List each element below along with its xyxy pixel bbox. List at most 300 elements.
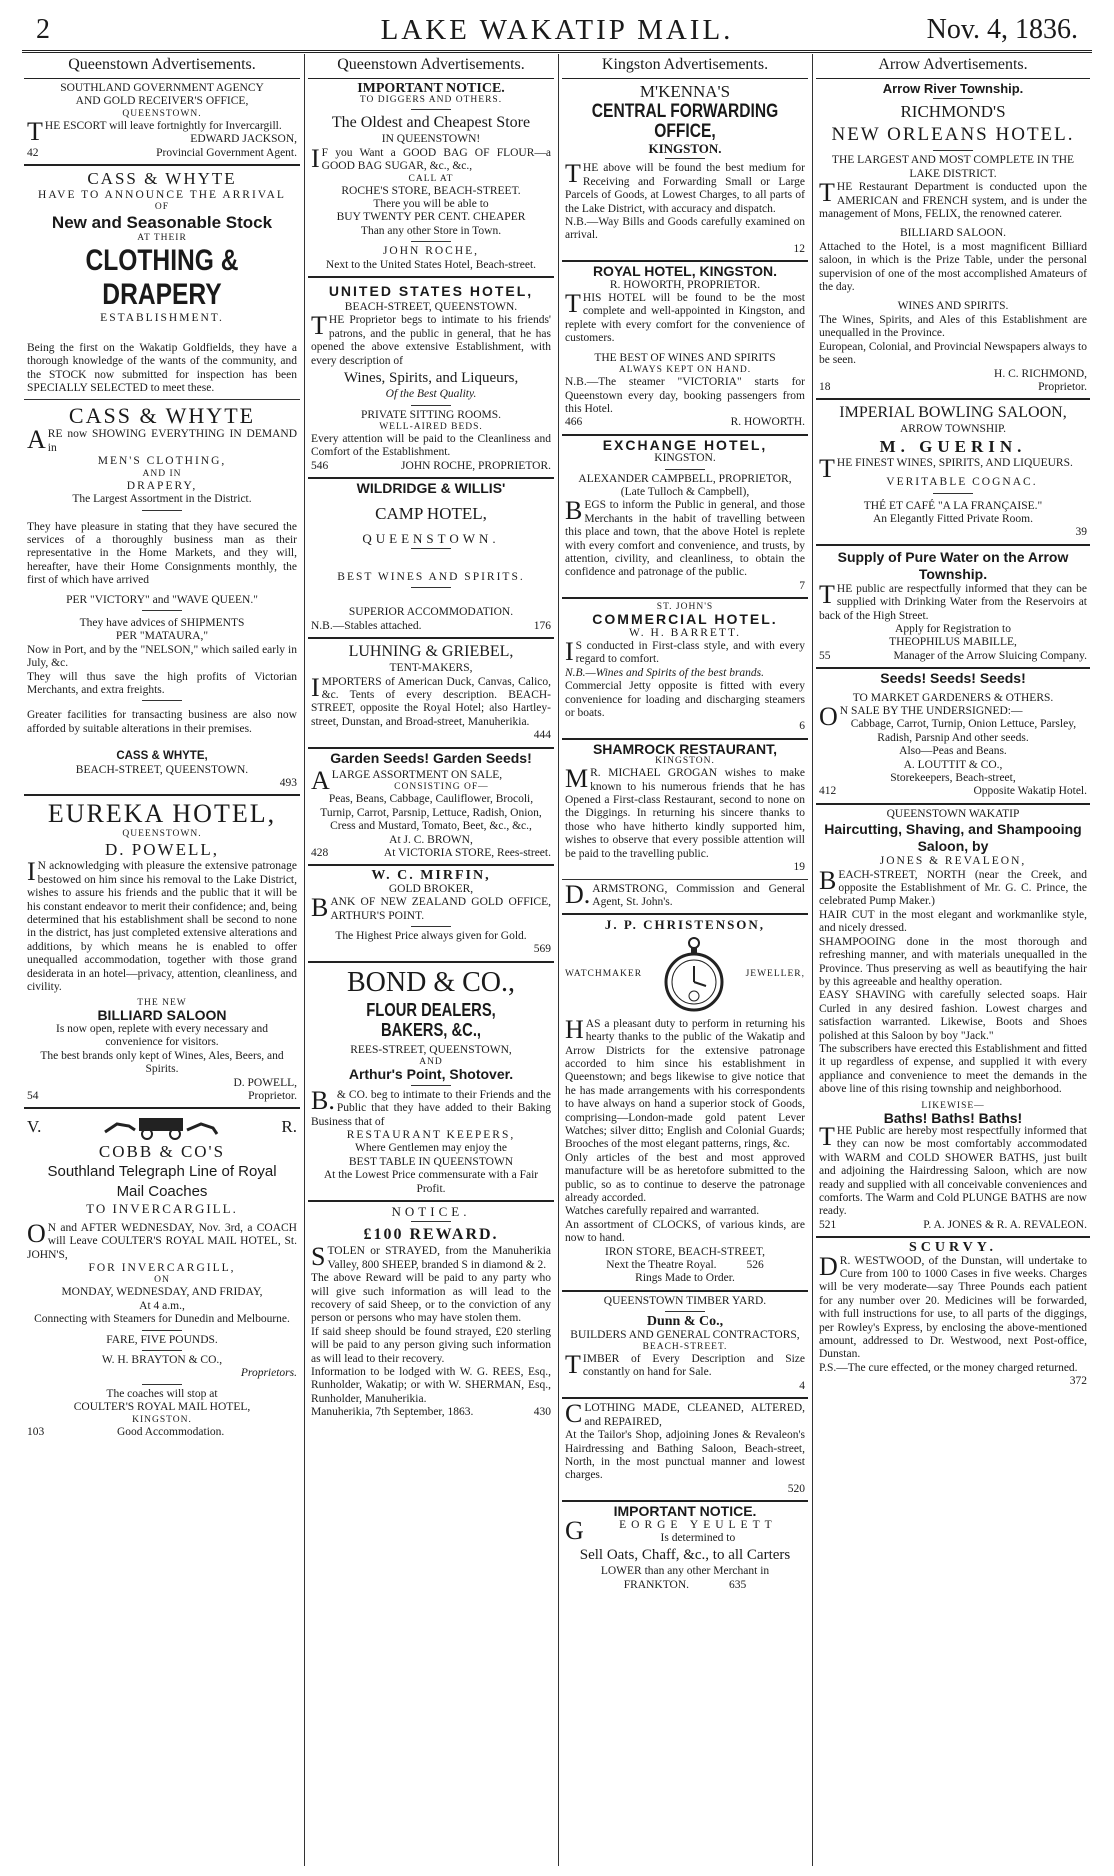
ad-text: CONSISTING OF— [394,782,489,793]
ad-text: FARE, FIVE POUNDS. [106,1333,218,1346]
ad-heading: LUHNING & GRIEBEL, [348,643,514,661]
ad-title: Proprietors. [240,1367,297,1380]
ad-subheading: IN QUEENSTOWN! [381,133,481,146]
column-queenstown-2 [308,54,554,1866]
ad-subheading: TO DIGGERS AND OTHERS. [359,95,503,106]
ad-heading: £100 REWARD. [363,1226,499,1244]
ad-heading: EXCHANGE HOTEL, [602,436,768,453]
ad-subheading: TO MARKET GARDENERS & OTHERS. [852,691,1054,704]
ad-text: Also—Peas and Beans. [899,745,1007,758]
ad-signature: R. HOWORTH. [730,416,805,429]
divider [411,1085,451,1086]
ad-body: ON and AFTER WEDNESDAY, Nov. 3rd, a COACH will Leave COULTER'S ROYAL MAIL HOTEL, St. JOHN'S, [27,1218,297,1261]
ad-text: AND IN [142,468,182,479]
ad-signature: A. LOUTTIT & CO., [903,758,1003,771]
ad-number: 18 [819,380,831,393]
ad-footer [27,1426,297,1439]
ad-number: 569 [533,943,551,956]
ad-text: Is determined to [660,1531,736,1544]
ad-tailor [562,1399,808,1502]
ad-heading: BILLIARD SALOON [97,1007,227,1024]
ad-heading: BOND & CO., [346,966,515,998]
ad-body: ALARGE ASSORTMENT ON SALE, [311,766,503,795]
ad-body: CLOTHING MADE, CLEANED, ALTERED, and REPAIRED, [565,1399,805,1429]
ad-number: 42 [27,146,39,159]
ad-heading: Haircutting, Shaving, and Shampooing Saloon, by [824,821,1082,855]
ad-text: Cabbage, Carrot, Turnip, Onion Lettuce, Parsley, Radish, Parsnip And other seeds. [850,718,1077,744]
ad-body: If said sheep should be found strayed, £20 sterling will be paid to any person giving such information as will lead to their recovery. [311,1325,551,1365]
ad-subheading: BILLIARD SALOON. [899,227,1007,240]
ad-heading: The Oldest and Cheapest Store [331,114,531,132]
ad-heading: COBB & CO'S [98,1142,226,1162]
ad-text: BEST WINES AND SPIRITS. [337,570,525,583]
ad-number: 54 [27,1089,39,1102]
ad-body: SHAMPOOING done in the most thorough and refreshing manner, and with materials unequalled in the Province. Thus preserving as well as beautifying the hair by this agreeable and healthy operation. [819,935,1087,988]
ad-title: Proprietor. [1038,380,1087,393]
ad-number: 4 [799,1379,805,1392]
ad-text: THÉ ET CAFÉ "A LA FRANÇAISE." [863,499,1043,512]
ad-subheading: BUILDERS AND GENERAL CONTRACTORS, [570,1328,800,1341]
ad-footer [565,1579,805,1592]
ad-scurvy [816,1238,1090,1392]
ad-body: THIS HOTEL will be found to be the most complete and well-appointed in Kingston, and replete with every comfort for the convenience of customers. [565,289,805,345]
divider [142,700,182,701]
ad-heading: Southland Telegraph Line of Royal [47,1163,277,1181]
ad-subheading: TENT-MAKERS, [389,662,473,675]
column-kingston [562,54,808,1866]
ad-number: 19 [793,861,805,874]
column-queenstown-1 [24,54,300,1866]
ad-text: LOWER than any other Merchant in [600,1565,770,1578]
ad-footer [565,416,805,429]
ad-body: IN acknowledging with pleasure the extensive patronage bestowed on him since his removal to the Lake District, wishes to assure his friends and the public that it will be his constant endeavor to merit their confidence; and, being determined that his establishment shall be second to none in the district, has just completed extensive alterations and additions, by which means he is enabled to offer unequalled accommodation, together with those grand desiderata in an hotel—privacy, attention, cleanliness, and civility. [27,857,297,994]
ad-heading: CASS & WHYTE [68,403,256,429]
ad-body: TIMBER of Every Description and Size constantly on hand for Sale. [565,1350,805,1380]
ad-text: WATCHMAKER [565,969,643,980]
ad-eureka-hotel [24,796,300,1109]
issue-date: Nov. 4, 1836. [926,14,1078,45]
column-header: Arrow Advertisements. [816,54,1090,79]
column-header: Kingston Advertisements. [562,54,808,79]
ad-text: Connecting with Steamers for Dunedin and Melbourne. [34,1313,290,1326]
ad-footer [819,785,1087,798]
ad-signature: EDWARD JACKSON, [190,133,297,146]
ad-luhning-griebel [308,639,554,748]
ad-body: Greater facilities for transacting business are also now afforded by suitable alterations in their premises. [27,709,297,735]
ad-number: 493 [279,777,297,789]
ad-body: THE public are respectfully informed that they can be supplied with Drinking Water from the Reservoirs at back of the High Street. [819,579,1087,622]
ad-text: BUY TWENTY PER CENT. CHEAPER [336,211,526,224]
ad-subheading: QUEENSTOWN. [122,829,202,840]
ad-camp-hotel [308,479,554,639]
ad-body: Being the first on the Wakatip Goldfields, they have a thorough knowledge of the wants of the community, and the STOCK now submitted for inspection has been SPECIALLY SELECTED to meet these. [27,341,297,395]
ad-body: STOLEN or STRAYED, from the Manuherikia Valley, 800 SHEEP, branded S in diamond & 2. [311,1242,551,1272]
ad-text: Good Accommodation. [116,1425,225,1438]
ad-royal-hotel [562,262,808,435]
ad-signature: JOHN ROCHE, PROPRIETOR. [401,459,551,472]
ad-text: RESTAURANT KEEPERS, [346,1128,516,1141]
ad-text: JEWELLER, [745,969,805,980]
ad-body: IMPORTERS of American Duck, Canvas, Calico, &c. Tents of every description. BEACH-STREET, opposite the Royal Hotel; also Hartley-street, Dunstan, and Broad-street, Manuherikia. [311,672,551,728]
ad-subheading: REES-STREET, QUEENSTOWN, [350,1043,512,1056]
ad-text: VERITABLE COGNAC. [886,476,1038,489]
ad-heading: Arrow River Township. [882,81,1024,96]
ad-heading: SHAMROCK RESTAURANT, [592,740,778,757]
ad-heading: AND GOLD RECEIVER'S OFFICE, [75,95,249,108]
ad-signature: H. C. RICHMOND, [994,367,1087,380]
divider [142,510,182,511]
ad-heading: IMPORTANT NOTICE. [357,81,505,96]
ad-heading: Baths! Baths! Baths! [883,1109,1023,1126]
ad-heading: CENTRAL FORWARDING OFFICE, [591,101,779,142]
ad-text: AND [419,1057,443,1068]
ad-body: Watches carefully repaired and warranted. [565,1205,760,1218]
ad-number: 55 [819,649,831,662]
ad-united-states-hotel [308,278,554,479]
ad-subheading: QUEENSTOWN WAKATIP [886,807,1020,820]
ad-date: Manuherikia, 7th September, 1863. [311,1406,474,1419]
ad-text: (Late Tulloch & Campbell), [620,485,750,498]
divider [411,109,451,110]
ad-number: 526 [746,1259,764,1272]
ad-address: FRANKTON. [623,1578,690,1591]
ad-text: OF [154,202,170,213]
ad-shamrock-restaurant [562,740,808,880]
divider [411,587,451,588]
ad-subheading: HAVE TO ANNOUNCE THE ARRIVAL [38,189,286,202]
ad-text: THE BEST OF WINES AND SPIRITS [594,351,776,364]
divider [411,405,451,406]
ad-signature: CASS & WHYTE, [116,750,208,763]
ad-number: 176 [533,619,551,632]
ad-number: 444 [533,729,551,742]
ad-footer [819,650,1087,663]
ad-heading: COMMERCIAL HOTEL. [592,611,778,628]
ad-footer [819,381,1087,394]
ad-footer [311,847,551,860]
ad-heading: Mail Coaches [116,1183,208,1201]
ad-body: THE FINEST WINES, SPIRITS, AND LIQUEURS. [819,453,1073,483]
page-number: 2 [36,14,50,45]
ad-heading: RICHMOND'S [900,102,1006,122]
ad-text: ALWAYS KEPT ON HAND. [618,365,752,376]
ad-text: Next the Theatre Royal. [606,1259,717,1272]
ad-heading: M'KENNA'S [639,82,731,101]
stagecoach-icon [101,1114,221,1140]
ad-text: The Largest Assortment in the District. [72,493,252,506]
ad-text: PER "MATAURA," [115,630,209,643]
ad-footer [819,1219,1087,1232]
ad-heading: CASS & WHYTE [87,169,237,189]
ad-subheading: Arthur's Point, Shotover. [348,1066,514,1083]
ad-body: The subscribers have erected this Establishment and fitted it up regardless of expense, and supplied it with every appliance and convenience to meet the demands in the above line of this rising township and neighborhood. [819,1042,1087,1096]
ad-body: ARE now SHOWING EVERYTHING IN DEMAND in [27,425,297,455]
ad-text: At 4 a.m., [139,1299,185,1312]
ad-text: WELL-AIRED BEDS. [379,421,483,432]
ad-body: MR. MICHAEL GROGAN wishes to make known to his numerous friends that he has Opened a First-class Restaurant, second to none on the Diggings. In returning his sincere thanks to those who have hitherto kindly supported him, wishes to observe that every possible attention will be paid to the travelling public. [565,764,805,860]
divider [411,241,451,242]
ad-address: IRON STORE, BEACH-STREET, [605,1245,765,1258]
ad-mirfin [308,866,554,962]
ad-number: 12 [793,242,805,255]
ad-body: The above Reward will be paid to any party who will give such information as will lead to the recovery of said Sheep, or to the conviction of any person or persons who may have stolen them. [311,1272,551,1325]
ad-cass-whyte-2 [24,400,300,796]
ad-number: 6 [799,720,805,733]
divider [933,98,973,99]
ad-body: They have pleasure in stating that they have secured the services of a thoroughly business man as their representative in the Home Markets, and they will, hereafter, have their Home Consignments monthly, the first of which have arrived [27,520,297,587]
ad-signature: W. H. BRAYTON & CO., [101,1353,223,1366]
ad-cobb-coaches [24,1109,300,1443]
ad-hairdressing [816,805,1090,1238]
ad-subheading: KINGSTON. [654,452,716,465]
ad-heading: Seeds! Seeds! Seeds! [880,670,1026,687]
ad-body: European, Colonial, and Provincial Newspapers always to be seen. [819,340,1087,367]
ad-footer [27,147,297,160]
divider [411,926,451,927]
ad-subheading: BEACH-STREET, QUEENSTOWN. [344,301,518,314]
divider [411,548,451,549]
ad-body: They will thus save the high profits of Victorian Merchants, and extra freights. [27,670,297,696]
divider [933,493,973,494]
ad-body: THE ESCORT will leave fortnightly for Invercargill. [27,116,282,146]
ad-heading: QUEENSTOWN TIMBER YARD. [603,1294,767,1307]
ad-body: N.B.—Wines and Spirits of the best brands. [565,666,765,679]
ad-subheading: TO INVERCARGILL. [86,1201,238,1217]
ad-text: MEN'S CLOTHING, [97,455,227,468]
ad-text: ROCHE'S STORE, BEACH-STREET. [341,184,521,197]
ad-heading: UNITED STATES HOTEL, [328,283,534,300]
ad-exchange-hotel [562,436,808,599]
newspaper-title: LAKE WAKATIP MAIL. [380,14,734,46]
divider [142,1384,182,1385]
ad-text: ALEXANDER CAMPBELL, PROPRIETOR, [578,472,792,485]
ad-text: LIKEWISE— [921,1100,985,1111]
ad-title: Proprietor. [248,1089,297,1102]
ad-text: The coaches will stop at [106,1387,218,1400]
ad-text: KINGSTON. [132,1414,192,1425]
ad-body: Commercial Jetty opposite is fitted with every convenience for loading and discharging steamers or boats. [565,680,805,720]
ad-footer [311,460,551,473]
ad-water-supply [816,546,1090,669]
ad-mckenna-forwarding [562,79,808,262]
ad-number: 39 [1075,526,1087,539]
ad-body: HAIR CUT in the most elegant and workmanlike style, and nicely dressed. [819,908,1087,935]
ad-body: Only articles of the best and most approved manufacture will be as heretofore submitted to the public, so as to continue to deserve the patronage already accorded. [565,1151,805,1204]
ad-title: Provincial Government Agent. [156,146,297,159]
ad-number: 428 [311,847,329,860]
ad-text: Peas, Beans, Cabbage, Cauliflower, Brocoli, Turnip, Carrot, Parsnip, Lettuce, Radish, Onion, Cress and Mustard, Tomato, Beet, &c., &c., [320,793,542,833]
ad-cass-whyte-1 [24,166,300,400]
ad-text: BEACH-STREET. [642,1342,728,1353]
ad-garden-seeds [308,749,554,867]
ad-bowling-saloon [816,400,1090,545]
ad-text: BEST TABLE IN QUEENSTOWN [348,1155,514,1168]
column-rule [558,54,559,1866]
ad-name: W. H. BARRETT. [628,626,741,639]
divider [665,158,705,159]
ad-body: THE Proprietor begs to intimate to his friends' patrons, and the public in general, that he has opened the above extensive Establishment, with every description of [311,311,551,367]
ad-text: ON [154,1275,170,1286]
ad-number: 412 [819,785,837,798]
ad-text: CALL AT [408,173,454,184]
ad-address: Opposite Wakatip Hotel. [973,785,1087,798]
divider [933,150,973,151]
ad-number: 635 [729,1578,747,1591]
watch-row [565,932,805,1018]
ad-heading: NOTICE. [391,1203,471,1219]
ad-heading: EUREKA HOTEL, [47,799,277,829]
ad-number: 7 [799,579,805,592]
ad-name: GEORGE YEULETT [565,1515,777,1545]
ad-heading: IMPORTANT NOTICE. [613,1503,757,1520]
ad-subheading: ARROW TOWNSHIP. [899,423,1007,436]
ad-text: MONDAY, WEDNESDAY, AND FRIDAY, [61,1286,263,1299]
ad-heading: SCURVY. [908,1240,998,1256]
ad-text: Where Gentlemen may enjoy the [355,1142,507,1155]
ad-subheading: GOLD BROKER, [388,882,474,895]
ad-name: JONES & REVALEON, [879,855,1027,868]
ad-subheading: WINES AND SPIRITS. [897,300,1009,313]
ad-number: 372 [1069,1375,1087,1388]
ad-body: Information to be lodged with W. G. REES, Esq., Runholder, Wakatip; or with W. SHERMAN, Esq., Runholder, Manuherikia. [311,1366,551,1405]
ad-address: Next to the United States Hotel, Beach-street. [325,258,537,271]
ad-body: Attached to the Hotel, is a most magnificent Billiard saloon, in which is the Prize Table, under the personal supervision of one of the most accomplished Amateurs of the day. [819,240,1087,294]
ad-address: At VICTORIA STORE, Rees-street. [383,847,551,860]
ad-government-agency [24,79,300,166]
ad-number: 430 [533,1406,551,1419]
ad-body: BANK OF NEW ZEALAND GOLD OFFICE, ARTHUR'S POINT. [311,893,551,923]
pocket-watch-icon [663,936,725,1014]
ad-body: N.B.—The steamer "VICTORIA" starts for Queenstown every day, booking passengers from this Hotel. [565,376,805,415]
ad-text: There you will be able to [373,198,489,211]
ad-signature: P. A. JONES & R. A. REVALEON. [923,1218,1087,1231]
ad-body: B.& CO. beg to intimate to their Friends and the Public that they have added to their Baking Business that of [311,1085,551,1128]
ad-display-heading: CLOTHING & DRAPERY [85,244,239,312]
ad-text: The Highest Price always given for Gold. [335,930,527,943]
ad-text: An Elegantly Fitted Private Room. [872,512,1034,525]
ad-text: THE LARGEST AND MOST COMPLETE IN THE LAKE DISTRICT. [831,154,1075,180]
ad-text: Apply for Registration to [895,622,1011,635]
ad-text: FOR INVERCARGILL, [88,1261,236,1274]
ad-name: Dunn & Co., [646,1314,724,1330]
ad-text: Sell Oats, Chaff, &c., to all Carters [579,1547,791,1564]
ad-text: DRAPERY, [126,479,198,492]
ad-heading: New and Seasonable Stock [51,213,273,233]
ad-text: R. [281,1117,297,1137]
divider [665,469,705,470]
ad-name: M. GUERIN. [879,436,1027,456]
ad-body: N.B.—Way Bills and Goods carefully examined on arrival. [565,216,805,242]
ad-reward-notice [308,1202,554,1424]
ad-body: Now in Port, and by the "NELSON," which sailed early in July, &c. [27,643,297,670]
ad-text: N.B.—Stables attached. [311,619,422,632]
ad-heading: FLOUR DEALERS, BAKERS, &C., [366,999,496,1040]
ad-signature: JOHN ROCHE, [382,245,480,258]
ad-body: The Wines, Spirits, and Ales of this Establishment are unequalled in the Province. [819,313,1087,340]
ad-text: The best brands only kept of Wines, Ales, Beers, and Spirits. [40,1049,284,1076]
ad-name: D. POWELL, [105,840,219,860]
ad-yeulett [562,1502,808,1596]
ad-number: 520 [787,1482,805,1495]
ad-heading: NEW ORLEANS HOTEL. [831,124,1075,146]
ad-body: THE Restaurant Department is conducted upon the AMERICAN and FRENCH system, and is under the management of Mons, FELIX, the renowned caterer. [819,178,1087,221]
ad-body: THE Public are hereby most respectfully informed that they can now be most comfortably accommodated with WARM and COLD SHOWER BATHS, just built and adjoining the Hairdressing Saloon, which are now ready and supplied with all conceivable conveniences and comforts. The Warm and Cold PLUNGE BATHS are now ready. [819,1121,1087,1218]
ad-bond-co [308,963,554,1202]
ad-timber-yard [562,1292,808,1399]
ad-body: HAS a pleasant duty to perform in returning his hearty thanks to the public of the Wakatip and Arrow Districts for the extensive patronage accorded to him since his establishment in Queenstown; and begs likewise to give notice that he has made arrangements with his correspondents to have always on hand a superior stock of Goods, comprising—London-made gold patent Lever Watches; silver ditto; English and Colonial Guards; Brooches of the most elegant patterns, rings, &c. [565,1014,805,1151]
column-rule [812,54,813,1866]
ad-address: BEACH-STREET, QUEENSTOWN. [75,763,249,776]
ad-heading: SOUTHLAND GOVERNMENT AGENCY [60,82,264,94]
ad-subheading: QUEENSTOWN. [122,108,202,119]
ad-text: ST. JOHN'S [656,602,714,613]
ad-roche-store [308,79,554,278]
ad-heading: Garden Seeds! Garden Seeds! [330,749,532,766]
ad-text: Is now open, replete with every necessary and convenience for visitors. [55,1022,269,1049]
column-header: Queenstown Advertisements. [24,54,300,79]
ad-text: AT THEIR [137,233,187,244]
ad-text: V. [27,1117,42,1137]
column-rule [304,54,305,1866]
ad-christenson [562,915,808,1292]
column-arrow [816,54,1090,1866]
ad-heading: ROYAL HOTEL, KINGSTON. [592,263,778,280]
ad-body: An assortment of CLOCKS, of various kinds, are now to hand. [565,1218,805,1245]
coach-banner [27,1112,297,1142]
ad-footer [27,1090,297,1103]
ad-text: Wines, Spirits, and Liqueurs, [343,370,519,387]
ad-text: At J. C. BROWN, [389,833,473,846]
ad-subheading: KINGSTON. [655,756,715,767]
ad-body: Every attention will be paid to the Cleanliness and Comfort of the Establishment. [311,432,551,459]
ad-heading: J. P. CHRISTENSON, [604,917,766,933]
ad-signature: D. POWELL, [233,1076,297,1089]
ad-market-seeds [816,669,1090,805]
ad-text: Than any other Store in Town. [360,224,502,237]
ad-text: THE NEW [137,998,187,1009]
ad-heading: W. C. MIRFIN, [371,868,491,884]
ad-commercial-hotel [562,599,808,740]
ad-subheading: KINGSTON. [648,141,722,156]
ad-text: They have advices of SHIPMENTS [79,616,245,629]
ad-armstrong [562,880,808,916]
ad-subheading: R. HOWORTH, PROPRIETOR. [609,278,761,291]
ad-body: THE above will be found the best medium for Receiving and Forwarding Small or Large Parcels of Goods, at Lowest Charges, to all parts of the Lake District, with accuracy and dispatch. [565,159,805,215]
ad-text: Rings Made to Order. [635,1272,735,1285]
ad-text: PER "VICTORY" and "WAVE QUEEN." [66,593,258,606]
ad-subheading: QUEENSTOWN. [362,530,500,546]
ad-body: ON SALE BY THE UNDERSIGNED:— [819,702,1023,731]
ad-body: D.ARMSTRONG, Commission and General Agent, St. John's. [565,879,805,909]
divider [142,1350,182,1351]
divider [142,1330,182,1331]
divider [411,1221,451,1222]
ad-number: 103 [27,1425,45,1438]
ad-body: P.S.—The cure effected, or the money charged returned. [819,1361,1078,1374]
ad-body: IF you Want a GOOD BAG OF FLOUR—a GOOD BAG SUGAR, &c., &c., [311,143,551,173]
ad-text: COULTER'S ROYAL MAIL HOTEL, [73,1401,251,1414]
ad-body: EASY SHAVING with carefully selected soaps. Hair Curled in any desired fashion. Lowest charges and satisfaction warranted. Likewise, Boots and Shoes polished at this Saloon by boy "Jack." [819,989,1087,1042]
ad-text: Of the Best Quality. [385,388,477,401]
ad-heading: Supply of Pure Water on the Arrow Township. [837,548,1069,582]
ad-footer [311,1406,551,1419]
ad-body: BEACH-STREET, NORTH (near the Creek, and opposite the Establishment of Mr. G. C. Prince, the celebrated Pump Maker.) [819,865,1087,908]
column-header: Queenstown Advertisements. [308,54,554,79]
ad-body: IS conducted in First-class style, and with every regard to comfort. [565,637,805,666]
ad-new-orleans-hotel [816,79,1090,400]
ad-signature: THEOPHILUS MABILLE, [889,636,1017,649]
ad-text: SUPERIOR ACCOMMODATION. [348,606,514,619]
